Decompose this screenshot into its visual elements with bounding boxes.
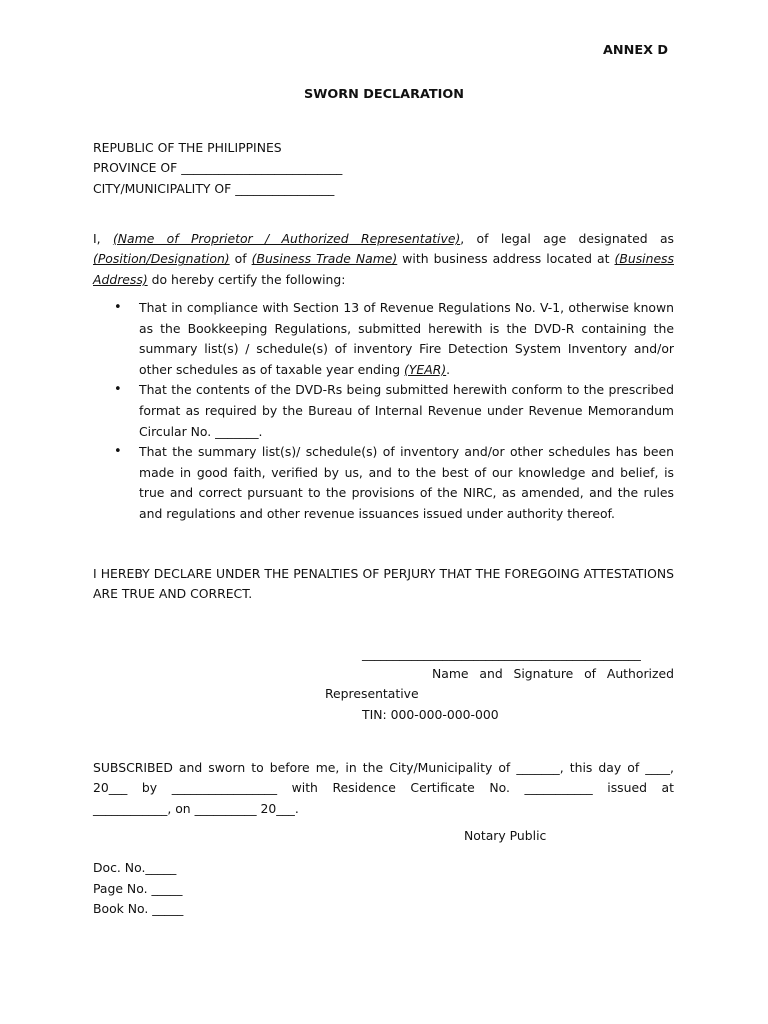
document-title: SWORN DECLARATION — [304, 87, 464, 102]
subscribed-line-1: SUBSCRIBED and sworn to before me, in the City/Municipality of _______, this day of ____, — [93, 760, 674, 775]
address-placeholder: (Business Address) — [93, 251, 674, 287]
doc-number: Doc. No._____ — [93, 860, 177, 875]
list-item — [93, 380, 674, 442]
book-number: Book No. _____ — [93, 901, 184, 917]
intro-after-name: , of legal age designated as — [460, 231, 674, 246]
bullet-1-text: That in compliance with Section 13 of Revenue Regulations No. V-1, otherwise known as the Bookkeeping Regulations, submitted herewith is the DVD-R containing the summary list(s) / schedule(s) of inventory Fire Detection System Inventory and/or other schedules as of taxable year ending — [139, 300, 674, 377]
subscribed-line-2: 20___ by _________________ with Residence Certificate No. ___________ issued at — [93, 780, 674, 796]
notarial-register — [93, 858, 674, 920]
perjury-declaration: I HEREBY DECLARE UNDER THE PENALTIES OF PERJURY THAT THE FOREGOING ATTESTATIONS ARE TRUE AND CORRECT. — [93, 566, 674, 602]
intro-of: of — [229, 251, 252, 267]
intro-address-text: with business address located at — [397, 251, 615, 267]
bullet-1-end: . — [446, 361, 451, 377]
republic-line: REPUBLIC OF THE PHILIPPINES — [93, 140, 282, 155]
bullet-3-text: That the summary list(s)/ schedule(s) of inventory and/or other schedules has been made in good faith, verified by us, and to the best of our knowledge and belief, is true and correct pursuant to the provisions of the NIRC, as amended, and the rules and regulations and other revenue issuances issued under authority thereof. — [139, 444, 674, 521]
certification-list — [93, 298, 674, 525]
year-placeholder: (YEAR) — [404, 361, 447, 377]
bullet-icon: • — [114, 444, 122, 460]
subscribed-paragraph — [93, 758, 674, 819]
venue-header — [93, 138, 674, 199]
subscribed-line-3: ____________, on __________ 20___. — [93, 800, 299, 816]
notary-public-label: Notary Public — [464, 828, 547, 843]
intro-paragraph — [93, 229, 674, 290]
signature-name-label: Name and Signature of Authorized — [432, 666, 674, 681]
list-item — [93, 442, 674, 524]
signature-tin: TIN: 000-000-000-000 — [362, 707, 499, 722]
list-item — [93, 298, 674, 380]
annex-label: ANNEX D — [603, 43, 669, 58]
province-line: PROVINCE OF __________________________ — [93, 160, 343, 176]
page-number: Page No. _____ — [93, 880, 183, 896]
city-line: CITY/MUNICIPALITY OF ________________ — [93, 180, 335, 196]
name-placeholder: (Name of Proprietor / Authorized Representative) — [112, 231, 461, 246]
bullet-icon: • — [114, 382, 122, 398]
intro-i: I, — [93, 231, 113, 246]
signature-line: _____________________________________________ — [362, 646, 641, 661]
signature-representative-label: Representative — [325, 686, 419, 701]
bullet-icon: • — [114, 300, 122, 315]
bullet-2-text: That the contents of the DVD-Rs being submitted herewith conform to the prescribed format as required by the Bureau of Internal Revenue under Revenue Memorandum Circular No. _______. — [139, 382, 674, 439]
trade-name-placeholder: (Business Trade Name) — [251, 251, 398, 267]
position-placeholder: (Position/Designation) — [93, 251, 230, 267]
intro-certify: do hereby certify the following: — [147, 271, 346, 287]
